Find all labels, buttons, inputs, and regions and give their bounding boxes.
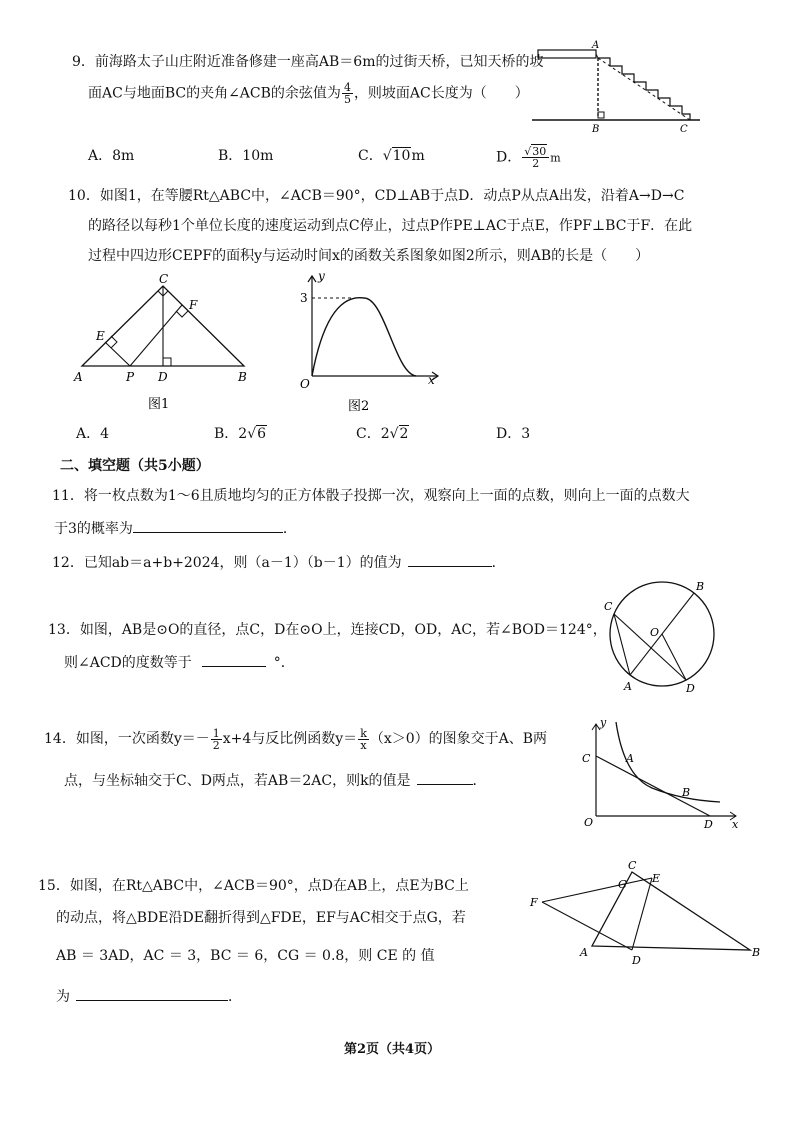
q9-line2a: 面AC与地面BC的夹角∠ACB的余弦值为: [88, 85, 341, 102]
fig2-y-tick: 3: [300, 291, 308, 305]
q10-option-b: B．2√6: [214, 426, 267, 442]
q14-line1: 14．如图，一次函数y＝－ $\frac{1}{2}$ x+4与反比例函数y＝ $\frac{k}{x}$ （x＞0）的图象交于A、B两: [44, 726, 548, 752]
q9-line2: [88, 82, 529, 105]
q10-line3: 过程中四边形CEPF的面积y与运动时间x的函数关系图象如图2所示，则AB的长是（ ）: [88, 248, 650, 264]
q15-label-a: A: [580, 946, 588, 959]
fig1-label-e: E: [96, 329, 105, 343]
q13-label-o: O: [650, 626, 660, 639]
q13-label-d: D: [686, 682, 695, 695]
q14-label-a: A: [626, 752, 634, 765]
fig2-caption: 图2: [348, 399, 370, 414]
q9-option-c: C．√10m: [358, 148, 425, 164]
fig1-caption: 图1: [148, 397, 170, 412]
q13-circle-figure: [598, 574, 728, 698]
q10-option-a: A．4: [76, 426, 110, 442]
q14-label-o: O: [584, 816, 594, 829]
q9-fraction: $\frac{4}{5}$: [343, 81, 351, 106]
q12-answer-blank[interactable]: [408, 552, 492, 567]
q15-label-c: C: [628, 859, 637, 872]
q9-line2b: ，则坡面AC长度为（ ）: [353, 85, 529, 102]
q12-line1: 12．已知ab＝a+b+2024，则（a－1）（b－1）的值为 ．: [52, 552, 506, 573]
q15-line1: 15．如图，在Rt△ABC中，∠ACB＝90°，点D在AB上，点E为BC上: [38, 878, 469, 894]
q13-label-b: B: [696, 580, 705, 593]
fig2-y-label: y: [318, 269, 325, 283]
q14-label-d: D: [704, 818, 713, 831]
q15-line3: AB ＝ 3AD，AC ＝ 3，BC ＝ 6，CG ＝ 0.8，则 CE 的 值: [56, 948, 435, 964]
q9-option-a: A．8m: [88, 148, 135, 164]
q15-label-d: D: [632, 954, 641, 967]
q13-label-a: A: [624, 680, 632, 693]
q15-line2: 的动点，将△BDE沿DE翻折得到△FDE，EF与AC相交于点G，若: [56, 910, 466, 926]
q10-option-c: C．2√2: [356, 426, 409, 442]
q14-answer-blank[interactable]: [417, 770, 473, 785]
q14-label-x: x: [732, 818, 739, 831]
fig1-label-d: D: [158, 370, 168, 384]
q9-label-c: C: [680, 124, 688, 134]
q13-line1: 13．如图，AB是⊙O的直径，点C，D在⊙O上，连接CD，OD，AC，若∠BOD＝124°，: [48, 622, 607, 638]
q15-answer-blank[interactable]: [76, 986, 228, 1001]
q15-triangle-figure: [528, 856, 768, 968]
fig1-label-p: P: [126, 370, 135, 384]
q15-line4: 为 ．: [56, 986, 242, 1007]
fig2-origin: O: [300, 377, 310, 391]
fig1-label-f: F: [189, 298, 198, 312]
q10-line1: 10．如图1，在等腰Rt△ABC中，∠ACB＝90°，CD⊥AB于点D．动点P从点A出发，沿着A→D→C: [68, 188, 685, 204]
q11-line1: 11．将一枚点数为1～6且质地均匀的正方体骰子投掷一次，观察向上一面的点数，则向上一面的点数大: [52, 488, 690, 504]
q10-option-d: D．3: [496, 426, 531, 442]
q14-label-c: C: [582, 752, 591, 765]
fig1-label-b: B: [238, 370, 247, 384]
q11-answer-blank[interactable]: [133, 518, 283, 533]
q9-line1: 9．前海路太子山庄附近准备修建一座高AB＝6m的过街天桥，已知天桥的坡: [72, 54, 544, 70]
page-footer: 第2页（共4页）: [344, 1042, 441, 1057]
q15-label-b: B: [752, 946, 761, 959]
q10-figure2-chart: [266, 268, 446, 416]
q15-label-e: E: [652, 872, 661, 885]
q10-figure1: [68, 272, 268, 414]
q13-line2: 则∠ACD的度数等于 °．: [64, 652, 295, 673]
fig1-label-a: A: [74, 370, 83, 384]
q14-label-b: B: [682, 786, 691, 799]
q13-label-c: C: [604, 600, 613, 613]
q9-option-b: B．10m: [218, 148, 274, 164]
q9-option-d: D． $\frac{√30}{2}$ m: [496, 145, 561, 170]
q9-bridge-figure: [528, 38, 708, 134]
section-fill-in-title: 二、填空题（共5小题）: [60, 458, 210, 474]
q10-line2: 的路径以每秒1个单位长度的速度运动到点C停止，过点P作PE⊥AC于点E，作PF⊥BC于F．在此: [88, 218, 693, 234]
q14-graph-figure: [572, 716, 744, 832]
q14-label-y: y: [600, 716, 607, 729]
q10-curve: [312, 298, 416, 376]
fig1-label-c: C: [159, 272, 169, 286]
q13-answer-blank[interactable]: [202, 652, 266, 667]
q9-label-b: B: [592, 124, 600, 134]
q9-label-a: A: [592, 40, 600, 51]
q14-line2: 点，与坐标轴交于C、D两点，若AB＝2AC，则k的值是 ．: [64, 770, 487, 791]
fig2-x-label: x: [428, 373, 435, 387]
q15-label-g: G: [618, 878, 627, 891]
q15-label-f: F: [530, 896, 538, 909]
q11-line2: 于3的概率为 ．: [54, 518, 297, 539]
